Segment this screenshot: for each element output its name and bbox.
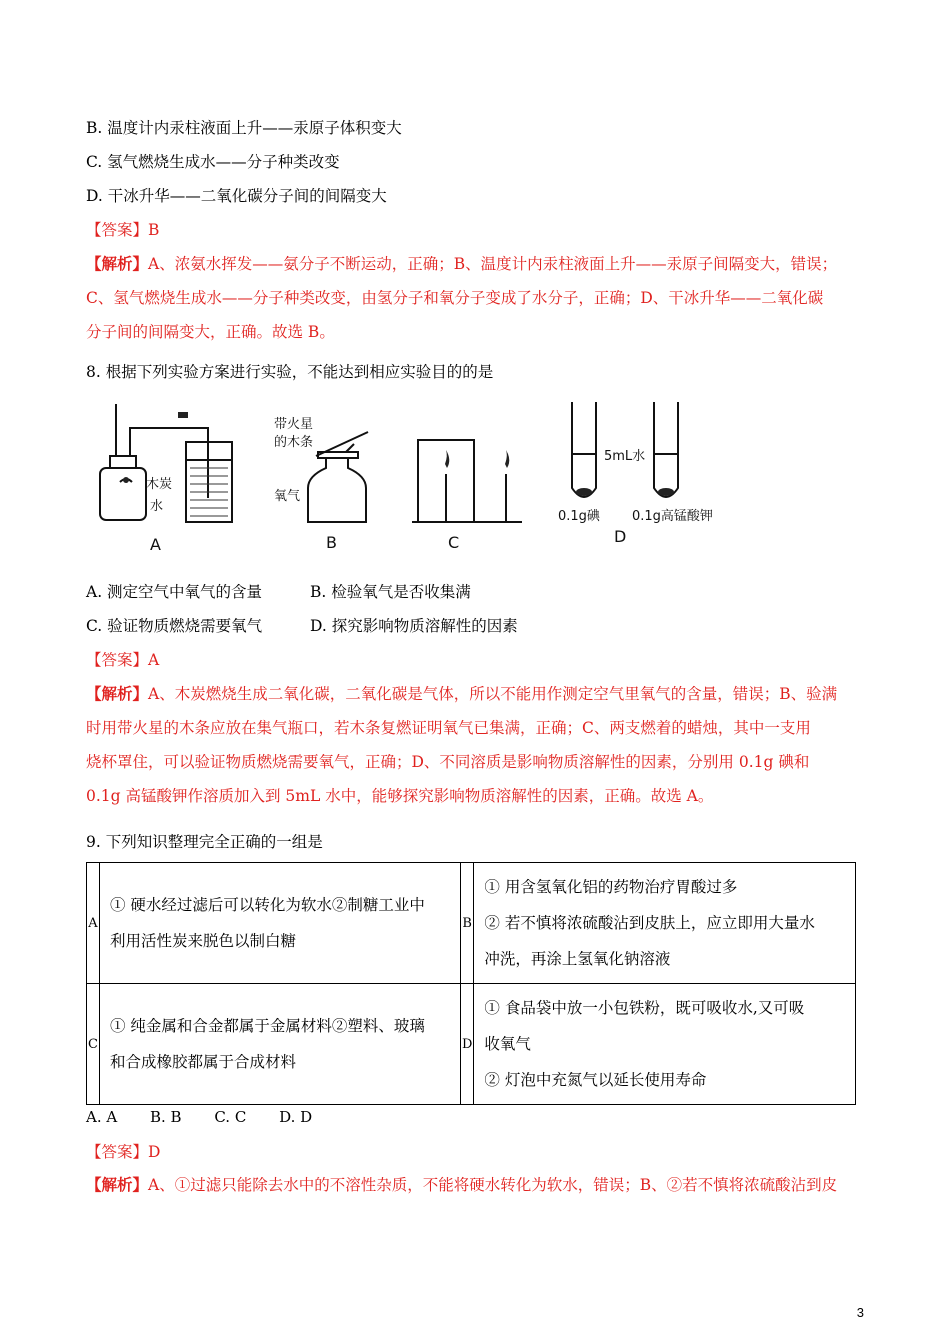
label-kmno4: 0.1g高锰酸钾 [632, 509, 713, 524]
q7-expl-line3: 分子间的间隔变大，正确。故选 B。 [86, 323, 335, 341]
q9-option-b: B. B [149, 1108, 182, 1126]
q7-option-c: C. 氢气燃烧生成水——分子种类改变 [86, 153, 340, 171]
cell-a-line1: ① 硬水经过滤后可以转化为软水②制糖工业中 [109, 896, 425, 914]
cell-b-line3: 冲洗，再涂上氢氧化钠溶液 [484, 950, 671, 968]
q9-option-c: C. C [214, 1108, 247, 1126]
q7-option-d: D. 干冰升华——二氧化碳分子间的间隔变大 [86, 187, 387, 205]
cell-content-a [99, 863, 460, 984]
cell-b-line2: ② 若不慎将浓硫酸沾到皮肤上，应立即用大量水 [484, 914, 815, 932]
label-iodine: 0.1g碘 [558, 509, 600, 524]
label-splint-line1: 带火星 [274, 417, 314, 432]
q9-explanation [86, 1168, 866, 1202]
q7-expl-line1: A、浓氨水挥发——氨分子不断运动，正确；B、温度计内汞柱液面上升——汞原子间隔变大，错误； [148, 255, 838, 273]
q8-expl-line4: 0.1g 高锰酸钾作溶质加入到 5mL 水中，能够探究影响物质溶解性的因素，正确。故选 A。 [86, 787, 714, 805]
cell-content-c [99, 984, 460, 1105]
table-row [87, 984, 856, 1105]
cell-letter-c: C [87, 984, 100, 1105]
cell-d-line1: ① 食品袋中放一小包铁粉，既可吸收水,又可吸 [484, 999, 805, 1017]
cell-content-b [474, 863, 856, 984]
cell-letter-a: A [87, 863, 100, 984]
cell-letter-b: B [460, 863, 473, 984]
label-splint-line2: 的木条 [274, 435, 314, 450]
explanation-tag: 【解析】 [86, 684, 149, 703]
q7-answer: 【答案】B [86, 221, 160, 239]
cell-c-line2: 和合成橡胶都属于合成材料 [109, 1053, 296, 1071]
q8-stem: 8. 根据下列实验方案进行实验，不能达到相应实验目的的是 [86, 363, 494, 381]
q7-explanation [86, 247, 866, 349]
page-number: 3 [856, 1305, 864, 1320]
cell-d-line3: ② 灯泡中充氮气以延长使用寿命 [484, 1071, 707, 1089]
explanation-tag: 【解析】 [86, 1175, 149, 1194]
label-oxygen: 氧气 [274, 489, 301, 504]
caption-c: C [448, 533, 460, 552]
q9-expl-line1: A、①过滤只能除去水中的不溶性杂质，不能将硬水转化为软水，错误；B、②若不慎将浓硫酸沾到皮 [148, 1176, 838, 1194]
caption-a: A [150, 535, 161, 552]
label-water: 水 [150, 499, 164, 514]
table-row [87, 863, 856, 984]
q7-option-b: B. 温度计内汞柱液面上升——汞原子体积变大 [86, 119, 402, 137]
q9-answer: 【答案】D [86, 1143, 161, 1161]
caption-b: B [326, 533, 337, 552]
q9-option-a: A. A [86, 1108, 118, 1126]
figure-a-apparatus [100, 404, 232, 522]
cell-letter-d: D [460, 984, 473, 1105]
cell-b-line1: ① 用含氢氧化铝的药物治疗胃酸过多 [484, 878, 738, 896]
caption-d: D [614, 527, 627, 546]
q8-explanation [86, 677, 866, 813]
q8-answer: 【答案】A [86, 651, 160, 669]
label-5ml-water: 5mL水 [604, 449, 646, 464]
cell-c-line1: ① 纯金属和合金都属于金属材料②塑料、玻璃 [109, 1017, 425, 1035]
label-charcoal: 木炭 [146, 477, 173, 492]
experiment-diagrams [86, 402, 746, 552]
cell-d-line2: 收氧气 [484, 1035, 531, 1053]
cell-a-line2: 利用活性炭来脱色以制白糖 [109, 932, 296, 950]
explanation-tag: 【解析】 [86, 254, 149, 273]
knowledge-table [86, 862, 856, 1105]
figure-b-apparatus [308, 432, 368, 522]
q8-option-a: A. 测定空气中氧气的含量 [86, 583, 263, 601]
q8-option-c: C. 验证物质燃烧需要氧气 [86, 617, 263, 635]
q8-option-b: B. 检验氧气是否收集满 [310, 583, 471, 601]
q8-expl-line2: 时用带火星的木条应放在集气瓶口，若木条复燃证明氧气已集满，正确；C、两支燃着的蜡烛，其中一支用 [86, 719, 811, 737]
q8-figures [86, 402, 746, 552]
q9-option-d: D. D [279, 1108, 313, 1126]
q7-expl-line2: C、氢气燃烧生成水——分子种类改变，由氢分子和氧分子变成了水分子，正确；D、干冰升华——二氧化碳 [86, 289, 824, 307]
q8-option-d: D. 探究影响物质溶解性的因素 [310, 617, 518, 635]
q8-expl-line1: A、木炭燃烧生成二氧化碳，二氧化碳是气体，所以不能用作测定空气里氧气的含量，错误；B、验满 [148, 685, 838, 703]
figure-c-apparatus [412, 440, 522, 522]
q8-expl-line3: 烧杯罩住，可以验证物质燃烧需要氧气，正确；D、不同溶质是影响物质溶解性的因素，分别用 0.1g 碘和 [86, 753, 810, 771]
cell-content-d [474, 984, 856, 1105]
q9-stem: 9. 下列知识整理完全正确的一组是 [86, 833, 323, 851]
q9-options [86, 1108, 340, 1126]
